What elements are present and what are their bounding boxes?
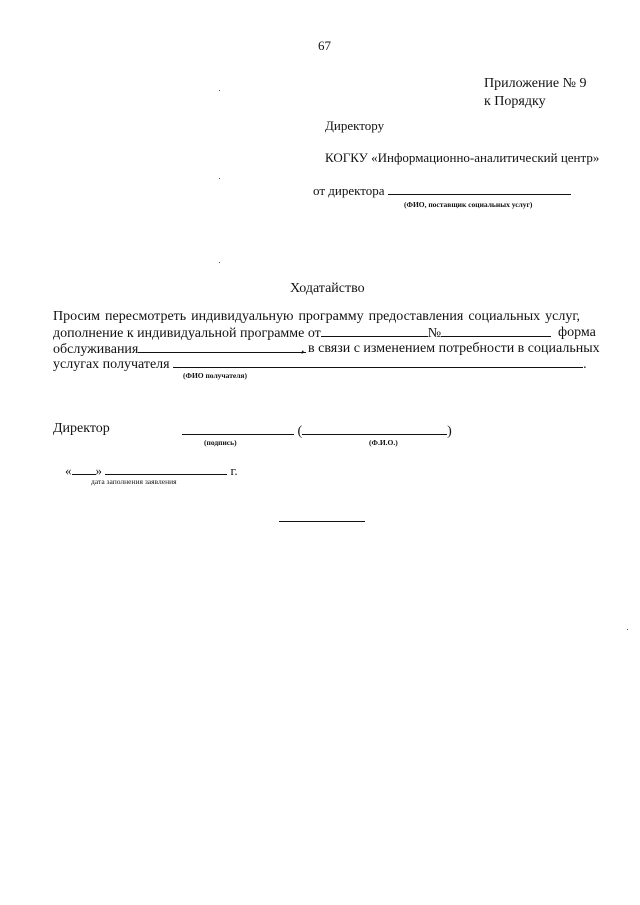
page-number: 67: [318, 38, 331, 53]
service-form-line: [138, 341, 306, 353]
from-caption: (ФИО, поставщик социальных услуг): [404, 200, 533, 209]
day-line: [72, 463, 96, 475]
recipient-fio-line: [173, 356, 583, 368]
fio-open-paren: (: [297, 424, 303, 439]
scan-speck: [219, 178, 220, 179]
body-line-3-text: обслуживания: [53, 342, 139, 357]
recipient-caption: (ФИО получателя): [183, 371, 247, 380]
addressee-to: Директору: [325, 118, 385, 133]
date-from-line: [321, 325, 428, 337]
year-suffix: г.: [230, 463, 238, 478]
body-line-4: [53, 356, 587, 373]
appendix-line-1: Приложение № 9: [484, 76, 587, 91]
addressee-org: КОГКУ «Информационно-аналитический центр»: [325, 150, 600, 165]
fio-close-paren: ): [447, 424, 452, 439]
from-fio-line: [388, 183, 571, 195]
document-title: Ходатайство: [290, 281, 365, 296]
close-quote: »: [95, 463, 102, 478]
addressee-from: [313, 183, 571, 199]
body-line-3-rest: , в связи с изменением потребности в социальных: [301, 341, 600, 356]
body-line-2-text: дополнение к индивидуальной программе от: [53, 326, 321, 341]
fio-caption: (Ф.И.О.): [369, 438, 398, 447]
from-label: от директора: [313, 183, 385, 198]
open-quote: «: [65, 463, 72, 478]
form-word: форма: [558, 325, 596, 340]
number-sign: №: [427, 326, 442, 341]
scan-speck: [627, 629, 628, 630]
body-line-2: [53, 325, 551, 342]
number-line: [441, 325, 551, 337]
sign-caption: (подпись): [204, 438, 237, 447]
signature-line: [182, 423, 294, 435]
end-divider: [279, 521, 365, 522]
body-line-4-end: .: [583, 357, 587, 372]
fio-line: [302, 423, 447, 435]
body-line-4-text: услугах получателя: [53, 357, 170, 372]
body-line-1: Просим пересмотреть индивидуальную программу предоставления социальных услуг,: [53, 309, 580, 324]
month-year-line: [105, 463, 227, 475]
scan-speck: [219, 90, 220, 91]
scan-speck: [219, 262, 220, 263]
date-caption: дата заполнения заявления: [91, 477, 177, 486]
signature-role: Директор: [53, 421, 110, 436]
appendix-line-2: к Порядку: [484, 94, 546, 109]
